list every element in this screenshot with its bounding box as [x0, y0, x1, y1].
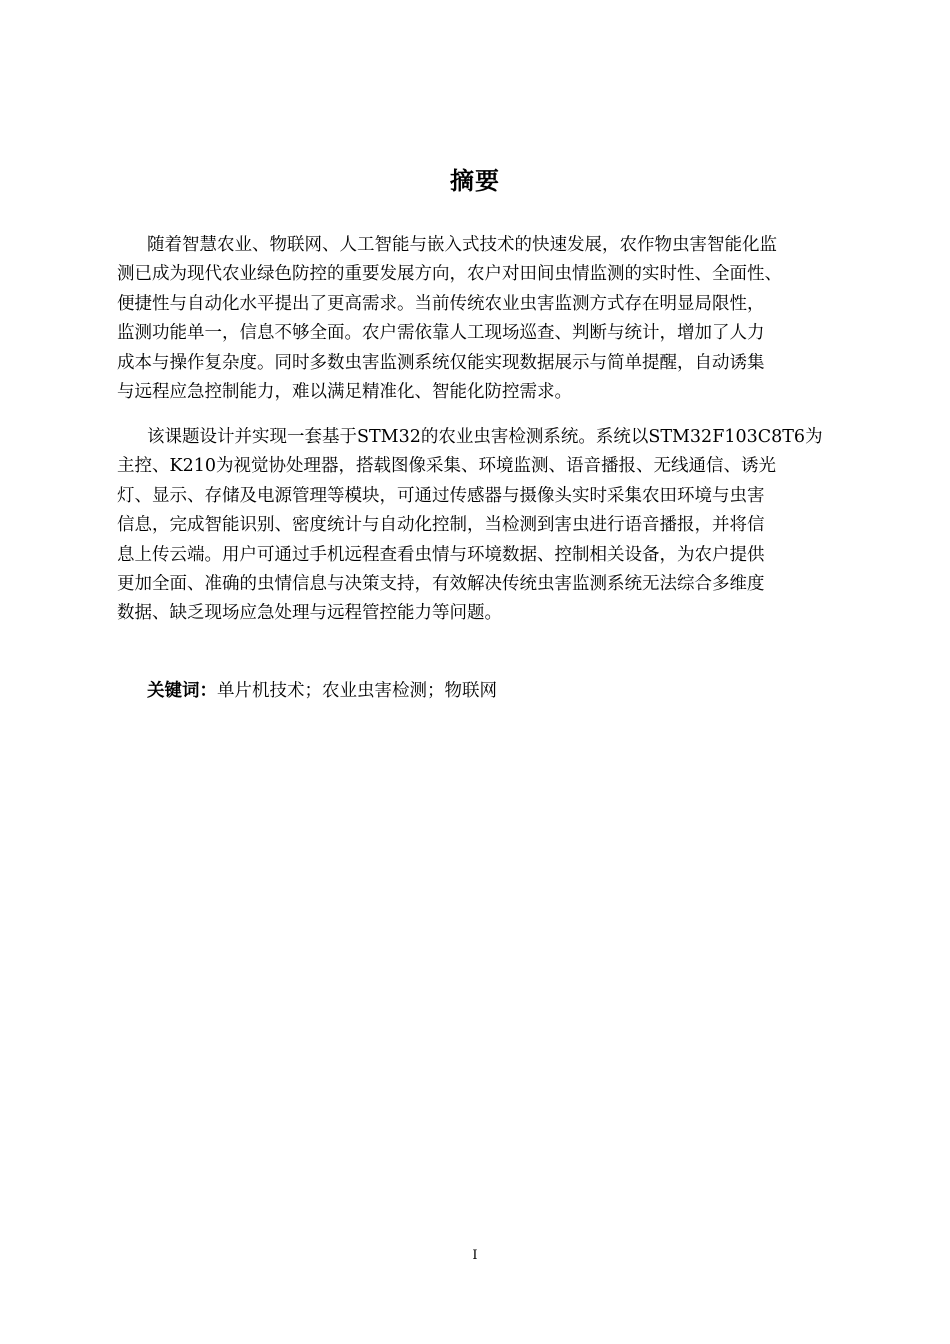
text-line: 该课题设计并实现一套基于STM32的农业虫害检测系统。系统以STM32F103C8T6为: [147, 427, 823, 447]
abstract-title: 摘要: [450, 167, 500, 195]
text-line: 监测功能单一，信息不够全面。农户需依靠人工现场巡查、判断与统计，增加了人力: [117, 323, 765, 344]
abstract-paragraph-1: [117, 231, 847, 407]
text-line: 更加全面、准确的虫情信息与决策支持，有效解决传统虫害监测系统无法综合多维度: [117, 574, 765, 595]
text-line: 主控、K210为视觉协处理器，搭载图像采集、环境监测、语音播报、无线通信、诱光: [117, 456, 776, 477]
text-line: 信息，完成智能识别、密度统计与自动化控制，当检测到害虫进行语音播报，并将信: [117, 515, 765, 536]
text-line: 与远程应急控制能力，难以满足精准化、智能化防控需求。: [117, 382, 572, 403]
text-line: 随着智慧农业、物联网、人工智能与嵌入式技术的快速发展，农作物虫害智能化监: [147, 235, 777, 255]
keywords-label: 关键词：: [147, 681, 217, 701]
text-line: 灯、显示、存储及电源管理等模块，可通过传感器与摄像头实时采集农田环境与虫害: [117, 485, 765, 506]
keywords-line: [147, 678, 497, 704]
keywords-value: 单片机技术；农业虫害检测；物联网: [217, 681, 497, 701]
abstract-paragraph-2: [117, 423, 847, 629]
text-line: 测已成为现代农业绿色防控的重要发展方向，农户对田间虫情监测的实时性、全面性、: [117, 264, 782, 285]
page-number: I: [472, 1248, 478, 1263]
text-line: 便捷性与自动化水平提出了更高需求。当前传统农业虫害监测方式存在明显局限性，: [117, 293, 765, 314]
text-line: 数据、缺乏现场应急处理与远程管控能力等问题。: [117, 603, 502, 624]
text-line: 息上传云端。用户可通过手机远程查看虫情与环境数据、控制相关设备，为农户提供: [117, 544, 765, 565]
text-line: 成本与操作复杂度。同时多数虫害监测系统仅能实现数据展示与简单提醒，自动诱集: [117, 352, 765, 373]
